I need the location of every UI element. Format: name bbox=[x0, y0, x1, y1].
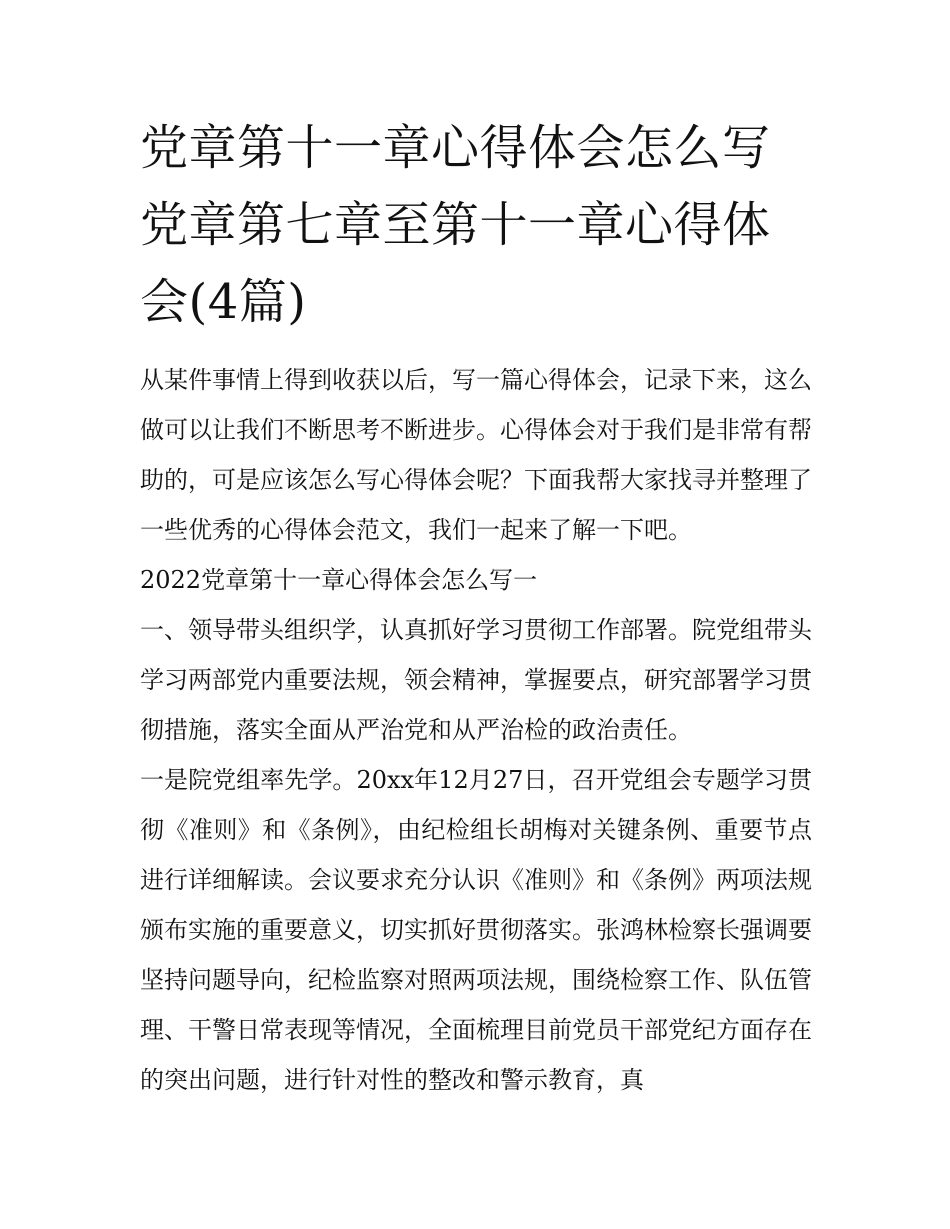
paragraph-section-heading: 2022党章第十一章心得体会怎么写一 bbox=[140, 566, 538, 594]
paragraph-first-measure: 一是院党组率先学。20xx年12月27日，召开党组会专题学习贯彻《准则》和《条例》，由纪检组长胡梅对关键条例、重要节点进行详细解读。会议要求充分认识《准则》和《条例》两项法规颁布实施的重要意义，切实抓好贯彻落实。张鸿林检察长强调要坚持问题导向，纪检监察对照两项法规，围绕检察工作、队伍管理、干警日常表现等情况，全面梳理目前党员干部党纪方面存在的突出问题，进行针对性的整改和警示教育，真 bbox=[140, 766, 812, 1094]
document-body bbox=[140, 355, 812, 1105]
paragraph-point-one: 一、领导带头组织学，认真抓好学习贯彻工作部署。院党组带头学习两部党内重要法规，领会精神，掌握要点，研究部署学习贯彻措施，落实全面从严治党和从严治检的政治责任。 bbox=[140, 616, 812, 744]
document-content bbox=[140, 110, 812, 1105]
paragraph-intro: 从某件事情上得到收获以后，写一篇心得体会，记录下来，这么做可以让我们不断思考不断进步。心得体会对于我们是非常有帮助的，可是应该怎么写心得体会呢？下面我帮大家找寻并整理了一些优秀的心得体会范文，我们一起来了解一下吧。 bbox=[140, 366, 812, 544]
document-title: 党章第十一章心得体会怎么写 党章第七章至第十一章心得体会(4篇) bbox=[140, 120, 771, 330]
